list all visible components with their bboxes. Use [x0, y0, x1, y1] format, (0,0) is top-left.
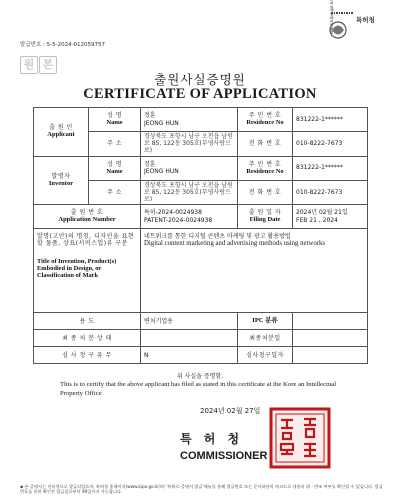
exam-date-value — [293, 347, 368, 364]
inventor-residence-label: 주 민 번 호 Residence No — [238, 156, 293, 180]
applicant-name-value: 정훈 JEONG HUN — [141, 108, 238, 132]
invention-title-value: 네트워크를 통한 디지털 콘텐츠 마케팅 및 광고 활용방법 Digital content marketing and advertising methods using networks — [141, 229, 368, 313]
inventor-name-value: 정훈 JEONG HUN — [141, 156, 238, 180]
stamp-char: 원 — [20, 56, 38, 74]
exam-date-label: 심사청구일자 — [238, 347, 293, 364]
inventor-residence-value: 831222-1****** — [293, 156, 368, 180]
application-number-value: 특허-2024-0024938 PATENT-2024-0024938 — [141, 205, 238, 229]
certify-korean: 위 사실을 증명함. — [176, 373, 224, 380]
final-date-label: 최종처분일 — [238, 330, 293, 347]
exam-request-row — [34, 347, 368, 364]
inventor-phone-value: 010-8222-7673 — [293, 180, 368, 205]
applicant-address-label: 주 소 — [89, 132, 141, 157]
inventor-name-row — [34, 156, 368, 180]
exam-request-value: N — [141, 347, 238, 364]
issue-date: 2024년 02월 27일 — [200, 407, 261, 415]
ipc-label: IPC 분류 — [238, 313, 293, 330]
inventor-name-label: 성 명 Name — [89, 156, 141, 180]
applicant-name-row — [34, 108, 368, 132]
stamp-char: 본 — [39, 56, 57, 74]
issue-number: 발급번호 : 5-5-2024-012059757 — [20, 42, 106, 48]
inventor-phone-label: 전 화 번 호 — [238, 180, 293, 205]
applicant-phone-label: 전 화 번 호 — [238, 132, 293, 157]
application-number-label: 출 원 번 호 Application Number — [34, 205, 141, 229]
final-status-value — [141, 330, 238, 347]
application-row — [34, 205, 368, 229]
inventor-address-label: 주 소 — [89, 180, 141, 205]
office-korean: 특 허 청 — [180, 432, 244, 446]
official-seal — [268, 406, 332, 470]
certify-english: This is to certify that the above applicant has filed as stated in this certificate at the Kore an Intellectual Property Office — [60, 381, 337, 397]
inventor-address-value: 경상북도 포항시 남구 오천읍 남원로 85, 122동 305호(부영사랑으로) — [141, 180, 238, 205]
final-status-row — [34, 330, 368, 347]
certificate-table — [33, 107, 368, 364]
applicant-section-label: 출 원 인 Applicant — [34, 108, 89, 157]
inventor-section-label: 발명자 Inventor — [34, 156, 89, 205]
title-korean: 출원사실증명원 — [154, 72, 246, 87]
invention-title-row — [34, 229, 368, 313]
final-status-label: 최 종 처 분 상 태 — [34, 330, 141, 347]
ipc-value — [293, 313, 368, 330]
applicant-residence-label: 주 민 번 호 Residence No — [238, 108, 293, 132]
use-row — [34, 313, 368, 330]
office-english: COMMISSIONER — [180, 450, 268, 462]
filing-date-value: 2024년 02월 21일 FEB 21 , 2024 — [293, 205, 368, 229]
applicant-address-value: 경상북도 포항시 남구 오천읍 남원로 85, 122동 305호(부영사랑으로) — [141, 132, 238, 157]
invention-title-label: 발명(고안)의 명칭, 디자인을 표현할 물품, 상표(서비스업)류 구분 Title of Invention, Product(s) Embodied in Design, or Classification of Mark — [34, 229, 141, 313]
final-date-value — [293, 330, 368, 347]
use-label: 용 도 — [34, 313, 141, 330]
title-english: CERTIFICATE OF APPLICATION — [83, 86, 317, 102]
applicant-phone-value: 010-8222-7673 — [293, 132, 368, 157]
logo-text: 특허청 — [356, 16, 375, 24]
filing-date-label: 출 원 일 자 Filing Date — [238, 205, 293, 229]
applicant-name-label: 성 명 Name — [89, 108, 141, 132]
applicant-residence-value: 831222-1****** — [293, 108, 368, 132]
exam-request-label: 심 사 청 구 유 무 — [34, 347, 141, 364]
logo-url: www.kipo.go.kr — [330, 0, 335, 34]
footnote: ◆ 본 증명서는 인터넷으로 발급되었으며, 특허청 홈페이지(www.kipo.go.kr)의 '특허로-증명서 발급'메뉴를 통해 발급번호 또는 문서하단의 바코드로 내용의 위ㆍ변조 여부를 확인할 수 있습니다. 발급번호를 통한 확인은 발급일로부터 90일까지 가능합니다. — [20, 484, 383, 495]
right-type-value: 변처기업용 — [141, 313, 238, 330]
